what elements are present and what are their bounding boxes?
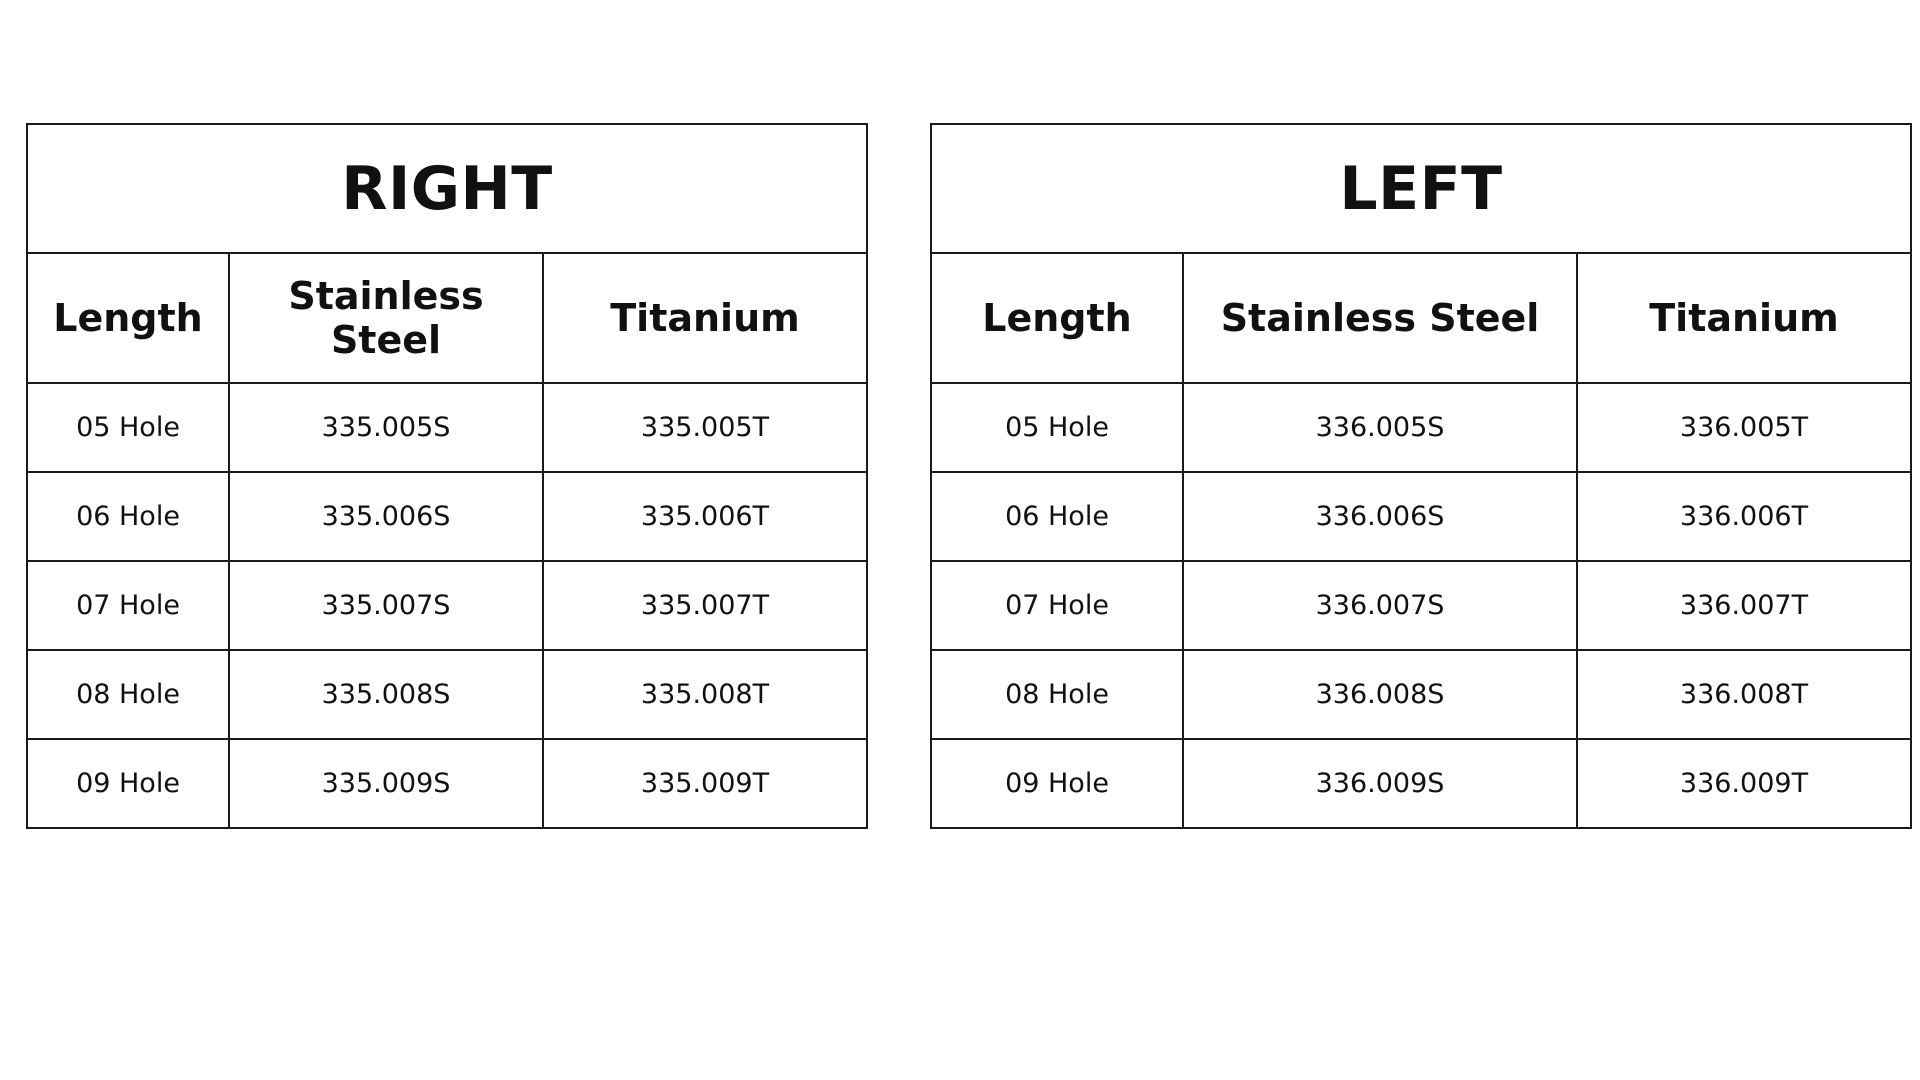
table-header-row — [931, 253, 1911, 383]
length-cell: 07 Hole — [27, 561, 229, 650]
stainless-steel-part-cell: 336.009S — [1183, 739, 1577, 828]
column-header-length: Length — [27, 253, 229, 383]
length-cell: 09 Hole — [27, 739, 229, 828]
stainless-steel-part-cell: 335.009S — [229, 739, 543, 828]
table-row — [27, 650, 867, 739]
stainless-steel-part-cell: 335.006S — [229, 472, 543, 561]
titanium-part-cell: 336.008T — [1577, 650, 1911, 739]
length-cell: 07 Hole — [931, 561, 1183, 650]
right-parts-table — [26, 123, 868, 829]
length-cell: 08 Hole — [931, 650, 1183, 739]
table-title: RIGHT — [27, 124, 867, 253]
titanium-part-cell: 336.006T — [1577, 472, 1911, 561]
stainless-steel-part-cell: 336.008S — [1183, 650, 1577, 739]
titanium-part-cell: 335.007T — [543, 561, 867, 650]
table-title-row — [27, 124, 867, 253]
column-header-stainless-steel: Stainless Steel — [229, 253, 543, 383]
table-row — [931, 650, 1911, 739]
titanium-part-cell: 336.009T — [1577, 739, 1911, 828]
table-row — [931, 561, 1911, 650]
column-header-length: Length — [931, 253, 1183, 383]
titanium-part-cell: 335.009T — [543, 739, 867, 828]
stainless-steel-part-cell: 336.005S — [1183, 383, 1577, 472]
stainless-steel-part-cell: 336.007S — [1183, 561, 1577, 650]
stainless-steel-part-cell: 335.005S — [229, 383, 543, 472]
stainless-steel-part-cell: 336.006S — [1183, 472, 1577, 561]
length-cell: 09 Hole — [931, 739, 1183, 828]
length-cell: 06 Hole — [931, 472, 1183, 561]
table-row — [27, 383, 867, 472]
table-row — [931, 383, 1911, 472]
titanium-part-cell: 336.005T — [1577, 383, 1911, 472]
column-header-titanium: Titanium — [1577, 253, 1911, 383]
table-row — [27, 561, 867, 650]
column-header-titanium: Titanium — [543, 253, 867, 383]
table-header-row — [27, 253, 867, 383]
column-header-stainless-steel: Stainless Steel — [1183, 253, 1577, 383]
titanium-part-cell: 336.007T — [1577, 561, 1911, 650]
table-row — [931, 472, 1911, 561]
left-parts-table — [930, 123, 1912, 829]
length-cell: 05 Hole — [931, 383, 1183, 472]
length-cell: 06 Hole — [27, 472, 229, 561]
titanium-part-cell: 335.006T — [543, 472, 867, 561]
length-cell: 05 Hole — [27, 383, 229, 472]
table-title-row — [931, 124, 1911, 253]
table-row — [931, 739, 1911, 828]
length-cell: 08 Hole — [27, 650, 229, 739]
titanium-part-cell: 335.005T — [543, 383, 867, 472]
stainless-steel-part-cell: 335.007S — [229, 561, 543, 650]
table-row — [27, 739, 867, 828]
stainless-steel-part-cell: 335.008S — [229, 650, 543, 739]
table-title: LEFT — [931, 124, 1911, 253]
titanium-part-cell: 335.008T — [543, 650, 867, 739]
table-row — [27, 472, 867, 561]
